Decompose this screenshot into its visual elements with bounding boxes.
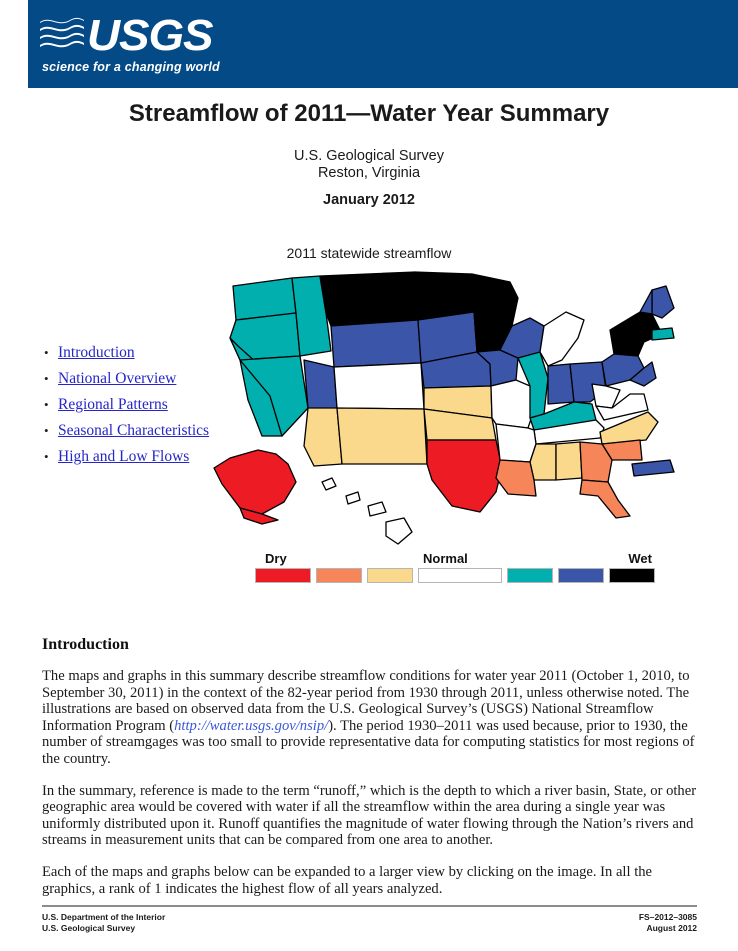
state-HI-big-island: [386, 518, 412, 544]
streamflow-choropleth-map[interactable]: [200, 268, 690, 558]
state-TX: [427, 440, 502, 512]
state-FL: [580, 480, 630, 518]
publisher-location: Reston, Virginia: [317, 165, 421, 181]
footer-left: [42, 912, 165, 934]
toc-link-seasonal-characteristics[interactable]: Seasonal Characteristics: [58, 422, 210, 439]
state-UT: [304, 360, 337, 410]
state-CO: [334, 363, 424, 409]
section-heading-introduction: Introduction: [42, 636, 129, 653]
legend-labels: [255, 551, 655, 566]
legend-label-normal: Normal: [423, 551, 468, 566]
footer-divider: [42, 905, 697, 907]
legend-swatch-wet: [609, 568, 655, 583]
toc-link-high-and-low-flows[interactable]: High and Low Flows: [58, 448, 190, 465]
publisher-agency: U.S. Geological Survey: [294, 148, 444, 164]
intro-p1-text-before-link: The maps and graphs in this summary describe streamflow conditions for water year 2011 (October 1, 2010, to September 30, 2011) in the context of the 82-year period from 1930 through 2011, unless otherwise noted. The illustrations are based on observed data from the U.S. Geological Survey’s (USGS) National Streamflow Information Program (: [42, 668, 690, 734]
state-ME: [652, 286, 674, 318]
state-VT-NH: [640, 290, 652, 314]
legend-swatch-above-normal: [558, 568, 604, 583]
usgs-wordmark: USGS: [87, 11, 213, 60]
state-MT: [320, 272, 418, 326]
toc-item-seasonal-characteristics: [44, 418, 209, 444]
legend-swatch-below-normal: [316, 568, 362, 583]
footer-publication-number: FS–2012–3085: [638, 912, 697, 922]
state-LA: [496, 460, 536, 496]
map-legend: [255, 551, 655, 583]
usgs-header-banner: [28, 0, 738, 88]
publication-date: January 2012: [323, 192, 415, 208]
introduction-body: [42, 668, 697, 912]
territory-PR: [632, 460, 674, 476]
legend-swatch-dry: [255, 568, 311, 583]
legend-label-wet: Wet: [628, 551, 652, 566]
intro-p1-text-after-link: ). The period 1930–2011 was used because, prior to 1930, the number of streamgages was too small to provide representative data for computing statistics for most regions of the country.: [42, 717, 695, 767]
state-NM: [337, 408, 427, 464]
intro-paragraph-3: Each of the maps and graphs below can be expanded to a larger view by clicking on the image. In all the graphics, a rank of 1 indicates the highest flow of all years analyzed.: [42, 863, 653, 897]
toc-link-regional-patterns[interactable]: Regional Patterns: [58, 396, 168, 413]
state-HI-maui: [368, 502, 386, 516]
toc-item-high-and-low-flows: [44, 444, 209, 470]
map-caption: 2011 statewide streamflow: [286, 245, 452, 261]
nsip-url-link[interactable]: http://water.usgs.gov/nsip/: [174, 717, 329, 734]
intro-paragraph-1: [42, 668, 697, 768]
table-of-contents: [44, 340, 209, 470]
state-AK: [214, 450, 296, 514]
state-HI-oahu: [346, 492, 360, 504]
intro-paragraph-2: In the summary, reference is made to the term “runoff,” which is the depth to which a river basin, State, or other geographic area would be covered with water if all the streamflow within the area during a single year was uniformly distributed upon it. Runoff quantifies the magnitude of water flowing through the Nation’s rivers and streams in measurement units that can be compared from one area to another.: [42, 782, 697, 849]
state-AL: [556, 442, 582, 480]
us-states-map-svg: [200, 268, 690, 558]
toc-link-introduction[interactable]: Introduction: [58, 344, 135, 361]
usgs-tagline: science for a changing world: [42, 60, 220, 74]
footer-publication-date: August 2012: [646, 923, 697, 933]
toc-link-national-overview[interactable]: National Overview: [58, 370, 177, 387]
state-MS: [530, 444, 556, 480]
usgs-wave-mark-icon: [40, 14, 84, 60]
state-WY: [331, 320, 421, 367]
footer-agency: U.S. Geological Survey: [42, 923, 136, 933]
legend-swatch-slightly-above-normal: [507, 568, 553, 583]
page-title: Streamflow of 2011—Water Year Summary: [128, 100, 610, 127]
legend-swatch-slightly-below-normal: [367, 568, 413, 583]
state-AR: [496, 424, 536, 462]
state-HI-kauai: [322, 478, 336, 490]
legend-swatches: [255, 568, 655, 583]
legend-swatch-normal: [418, 568, 502, 583]
state-MO: [491, 380, 534, 428]
legend-label-dry: Dry: [265, 551, 287, 566]
toc-item-regional-patterns: [44, 392, 209, 418]
publication-info: [0, 148, 738, 209]
toc-item-national-overview: [44, 366, 209, 392]
state-MA-RI-CT: [652, 328, 674, 340]
footer-right: [639, 912, 697, 934]
toc-item-introduction: [44, 340, 209, 366]
usgs-logo[interactable]: [40, 11, 213, 60]
footer-department: U.S. Department of the Interior: [42, 912, 166, 922]
page-footer: [42, 912, 697, 934]
state-MI: [540, 312, 584, 366]
state-AZ: [304, 408, 342, 466]
